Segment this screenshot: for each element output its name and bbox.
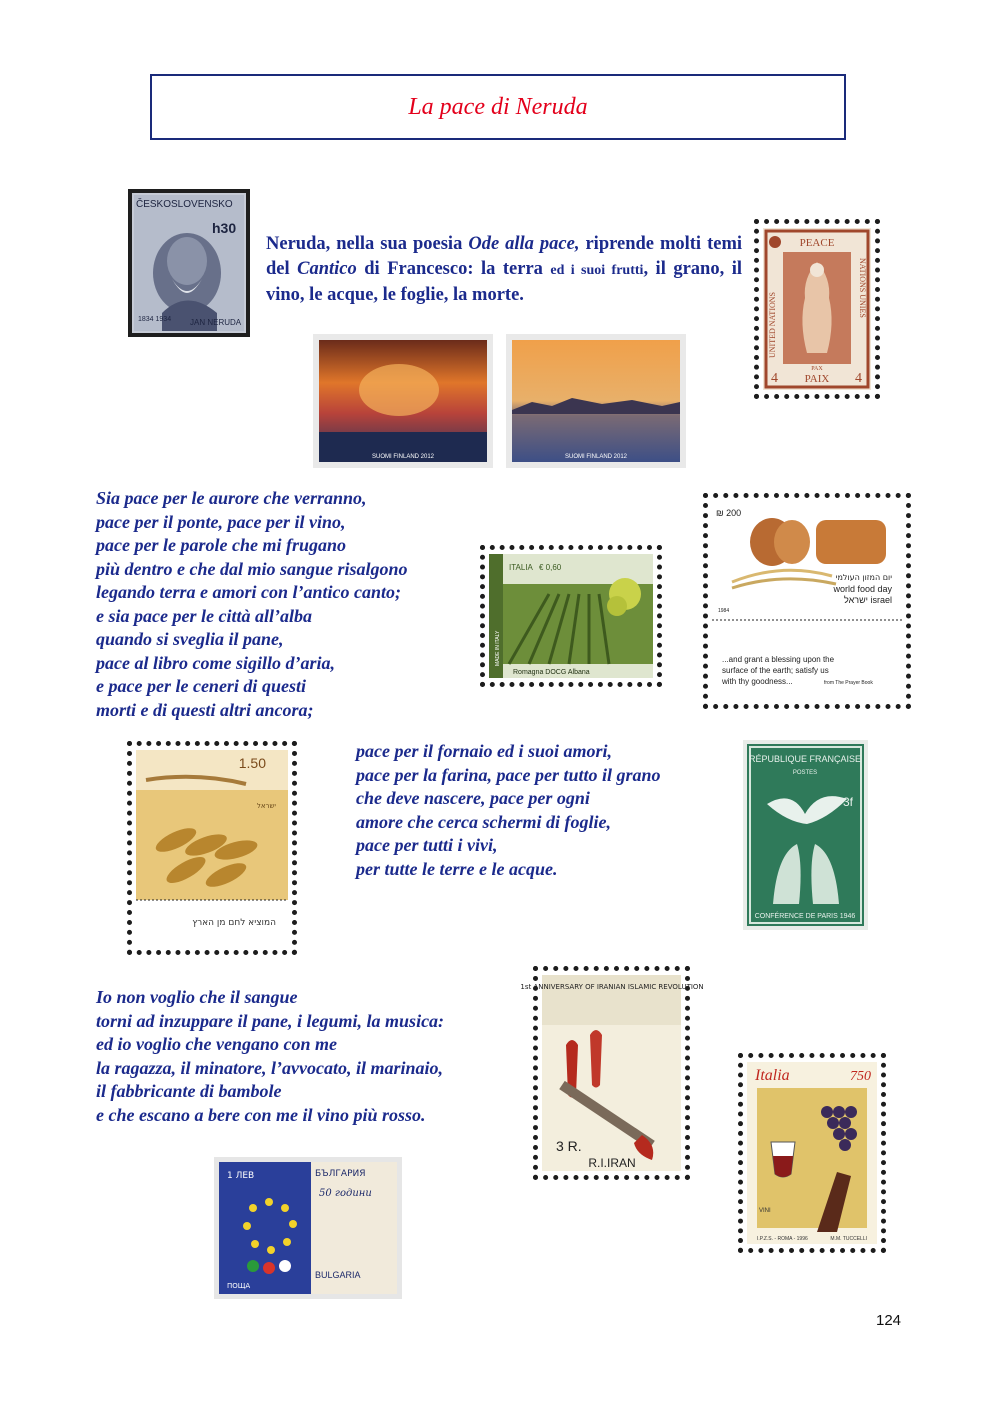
svg-text:with thy goodness...: with thy goodness...	[722, 677, 793, 686]
stamp-finland-sunset	[313, 334, 493, 468]
svg-text:₪ 200: ₪ 200	[716, 508, 742, 518]
stamp-italy-wine	[738, 1053, 886, 1253]
svg-text:750: 750	[850, 1069, 871, 1084]
svg-text:POSTES: POSTES	[792, 770, 818, 776]
ode-title: Ode alla pace,	[468, 234, 580, 254]
svg-text:ITALIA: ITALIA	[509, 563, 533, 572]
svg-text:I.P.Z.S. - ROMA - 1996: I.P.Z.S. - ROMA - 1996	[757, 1236, 808, 1242]
stamp-czechoslovakia-neruda	[128, 189, 250, 337]
verse-line: più dentro e che dal mio sangue risalgono	[96, 558, 408, 579]
verse-line: morti e di questi altri ancora;	[96, 699, 314, 720]
svg-text:€ 0,60: € 0,60	[539, 563, 562, 572]
svg-text:surface of the earth; satisfy: surface of the earth; satisfy us	[722, 666, 829, 675]
stamp-israel-wheat	[127, 741, 297, 955]
verse-line: pace per la farina, pace per tutto il grano	[356, 764, 661, 785]
stanza-1	[96, 487, 408, 722]
svg-text:from The Prayer Book: from The Prayer Book	[824, 680, 873, 686]
svg-text:יום המזון העולמי: יום המזון העולמי	[835, 573, 892, 582]
svg-text:4: 4	[771, 371, 778, 386]
svg-text:...and grant a blessing upon t: ...and grant a blessing upon the	[722, 655, 835, 664]
svg-text:PAIX: PAIX	[804, 373, 830, 385]
stanza-3	[96, 986, 444, 1127]
svg-text:המוציא לחם מן הארץ: המוציא לחם מן הארץ	[192, 918, 276, 928]
svg-text:MADE IN ITALY: MADE IN ITALY	[495, 630, 501, 666]
svg-text:3 R.: 3 R.	[556, 1138, 582, 1154]
verse-line: che deve nascere, pace per ogni	[356, 788, 590, 808]
verse-line: il fabbricante di bambole	[96, 1081, 282, 1101]
verse-line: e sia pace per le città all’alba	[96, 605, 312, 626]
svg-text:PEACE: PEACE	[799, 237, 835, 249]
title-box	[150, 74, 846, 140]
stamp-france-conference-paris	[743, 740, 868, 930]
verse-line: quando si sveglia il pane,	[96, 629, 284, 649]
stamp-italy-vineyard	[480, 545, 662, 687]
svg-text:1834 1934: 1834 1934	[138, 316, 172, 323]
page-number: 124	[876, 1312, 902, 1329]
svg-text:h30: h30	[212, 220, 237, 236]
verse-line: amore che cerca schermi di foglie,	[356, 811, 611, 832]
svg-text:SUOMI FINLAND 2012: SUOMI FINLAND 2012	[371, 454, 435, 460]
stanza-2	[356, 740, 661, 881]
svg-text:JAN NERUDA: JAN NERUDA	[190, 318, 242, 327]
verse-line: pace per tutti i vivi,	[356, 835, 498, 855]
stamp-united-nations-peace	[754, 219, 880, 399]
svg-text:UNITED NATIONS: UNITED NATIONS	[768, 292, 777, 358]
verse-line: ed io voglio che vengano con me	[96, 1034, 337, 1054]
verse-line: legando terra e amori con l’antico canto;	[96, 582, 401, 602]
svg-text:SUOMI FINLAND 2012: SUOMI FINLAND 2012	[564, 454, 628, 460]
svg-text:БЪЛГАРИЯ: БЪЛГАРИЯ	[315, 1169, 366, 1179]
svg-text:R.I.IRAN: R.I.IRAN	[588, 1156, 636, 1170]
svg-text:ПОЩА: ПОЩА	[227, 1282, 251, 1290]
stamp-bulgaria-europe	[214, 1157, 402, 1299]
verse-line: pace per il ponte, pace per il vino,	[96, 511, 346, 532]
svg-text:RÉPUBLIQUE FRANÇAISE: RÉPUBLIQUE FRANÇAISE	[748, 754, 862, 764]
svg-text:world food day: world food day	[833, 584, 892, 594]
verse-line: per tutte le terre e le acque.	[356, 858, 558, 879]
verse-line: pace per il fornaio ed i suoi amori,	[356, 741, 612, 761]
svg-text:NATIONS UNIES: NATIONS UNIES	[858, 258, 867, 318]
svg-text:CONFÉRENCE DE PARIS 1946: CONFÉRENCE DE PARIS 1946	[754, 913, 856, 920]
svg-text:M.M. TUCCELLI: M.M. TUCCELLI	[830, 1236, 867, 1242]
verse-line: Io non voglio che il sangue	[96, 987, 298, 1007]
svg-text:50 години: 50 години	[319, 1188, 372, 1199]
svg-text:BULGARIA: BULGARIA	[315, 1270, 361, 1280]
verse-line: pace al libro come sigillo d’aria,	[96, 652, 335, 673]
cantico-title: Cantico	[297, 259, 357, 279]
svg-text:3f: 3f	[843, 795, 854, 809]
verse-line: e pace per le ceneri di questi	[96, 676, 306, 696]
svg-text:PAX: PAX	[811, 366, 823, 372]
svg-text:1 ЛЕВ: 1 ЛЕВ	[227, 1171, 255, 1181]
verse-line: la ragazza, il minatore, l’avvocato, il marinaio,	[96, 1057, 444, 1078]
svg-text:1984: 1984	[718, 608, 730, 614]
svg-text:VINI: VINI	[759, 1208, 771, 1214]
verse-line: pace per le parole che mi frugano	[96, 535, 346, 555]
stamp-israel-world-food-day	[703, 493, 911, 709]
verse-line: torni ad inzuppare il pane, i legumi, la musica:	[96, 1010, 445, 1031]
svg-text:Italia: Italia	[755, 1067, 790, 1084]
svg-text:ישראל israel: ישראל israel	[844, 595, 892, 605]
intro-paragraph: Neruda, nella sua poesia Ode alla pace, riprende molti temi del Cantico di Francesco: la terra ed i suoi frutti, il grano, il vino, le acque, le foglie, la morte.	[266, 234, 742, 305]
stamp-finland-sea	[506, 334, 686, 468]
verse-line: Sia pace per le aurore che verranno,	[96, 488, 367, 508]
svg-text:Romagna DOCG Albana: Romagna DOCG Albana	[513, 669, 590, 676]
svg-text:ישראל: ישראל	[256, 802, 276, 810]
stamp-iran-revolution	[520, 966, 704, 1180]
svg-text:1.50: 1.50	[238, 755, 266, 771]
verse-line: e che escano a bere con me il vino più rosso.	[96, 1104, 426, 1125]
page-title: La pace di Neruda	[408, 93, 588, 120]
svg-text:4: 4	[855, 371, 862, 386]
czech-country: ČESKOSLOVENSKO	[136, 199, 233, 210]
svg-text:1st ANNIVERSARY OF IRANIAN ISL: 1st ANNIVERSARY OF IRANIAN ISLAMIC REVOLUTION	[520, 983, 704, 991]
